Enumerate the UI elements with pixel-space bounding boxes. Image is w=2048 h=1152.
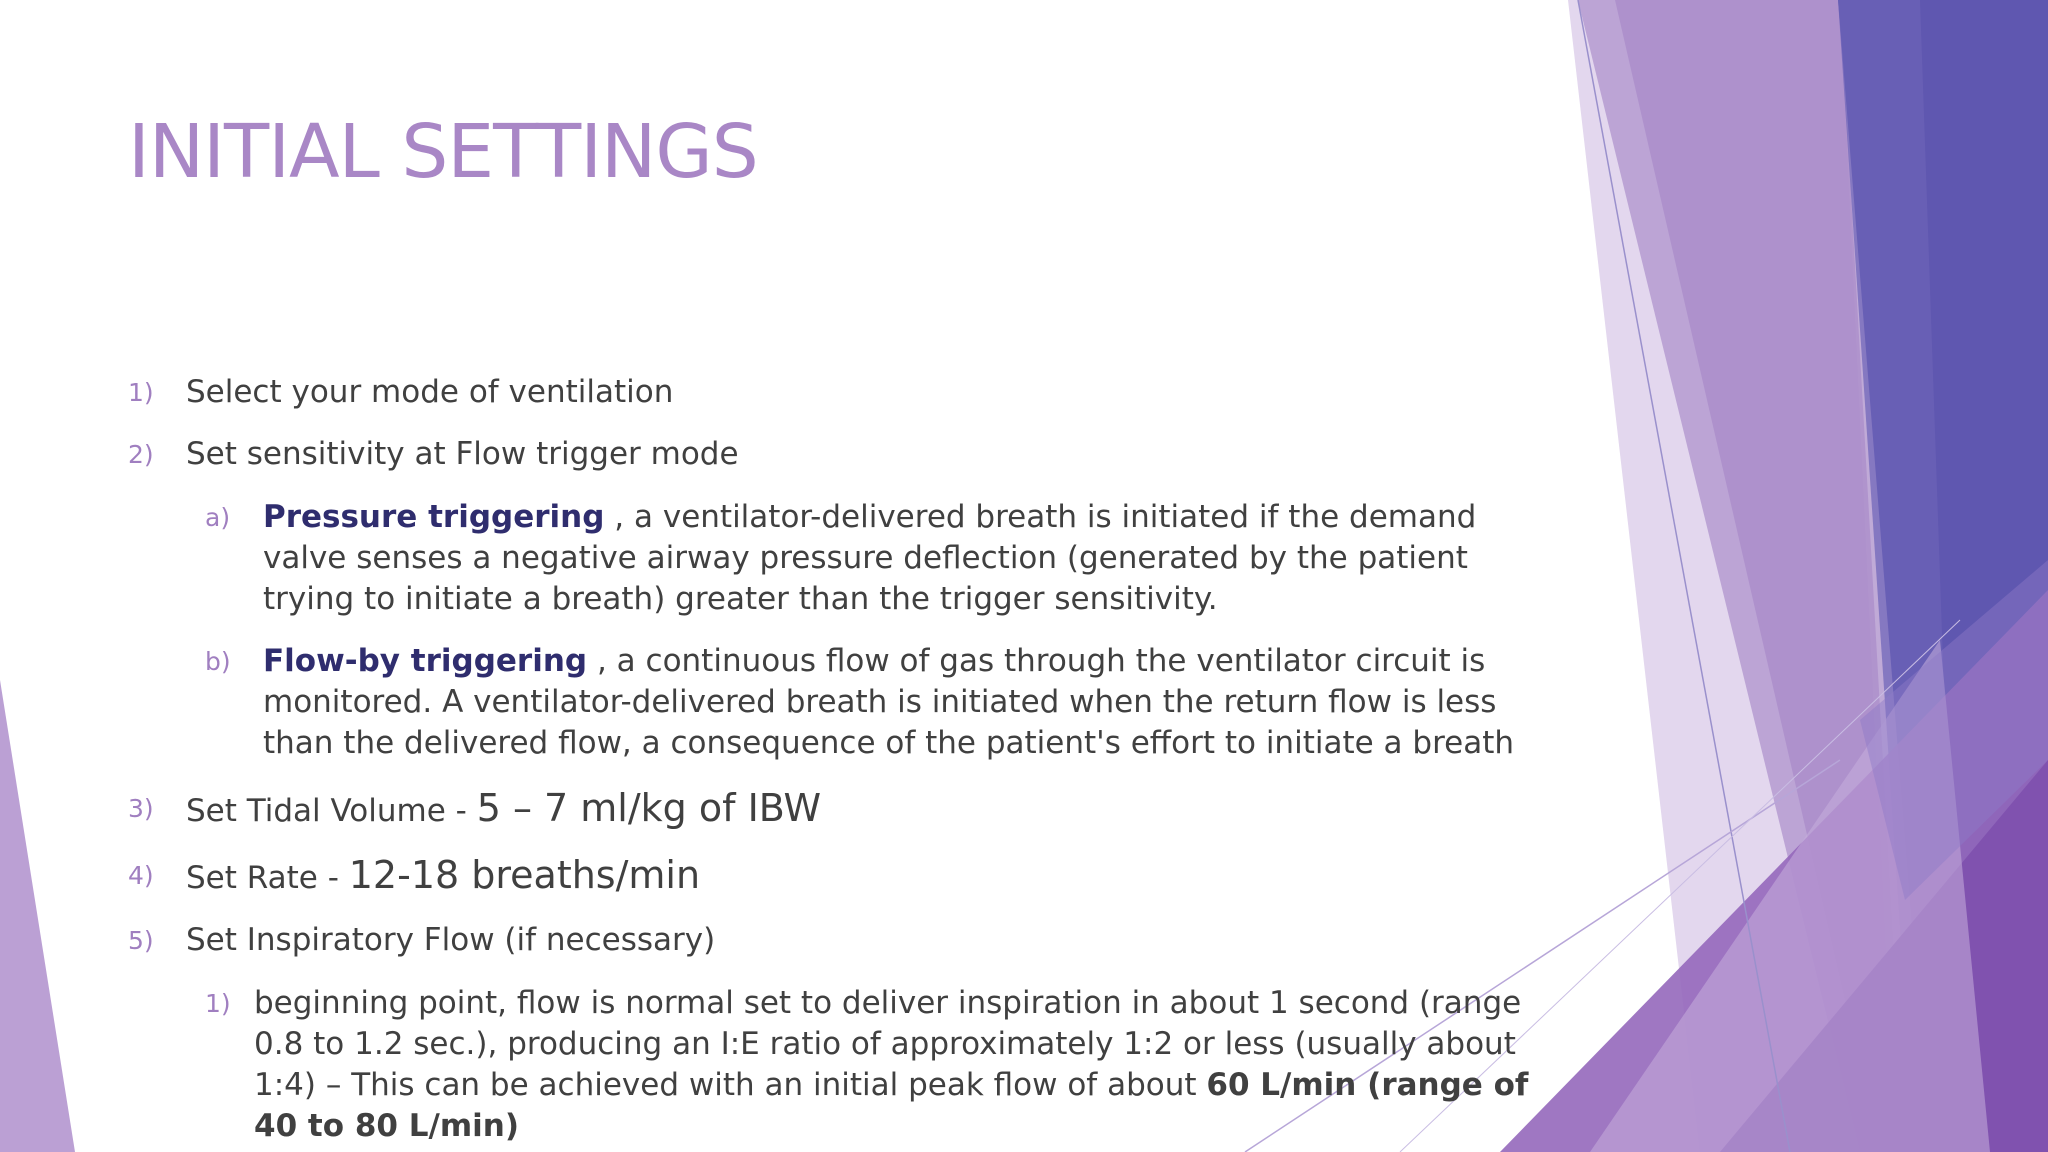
list-item-text bbox=[186, 788, 821, 832]
sub-item-first-line bbox=[263, 497, 1476, 538]
list-marker: 1) bbox=[205, 989, 231, 1018]
list-marker: 4) bbox=[128, 861, 154, 890]
tidal-volume-value: 5 – 7 ml/kg of IBW bbox=[476, 786, 822, 830]
page-title: INITIAL SETTINGS bbox=[128, 109, 758, 195]
list-marker: 2) bbox=[128, 440, 154, 469]
sub-item-line: beginning point, flow is normal set to deliver inspiration in about 1 second (range bbox=[254, 985, 1522, 1021]
sub-item-line: , a continuous flow of gas through the ventilator circuit is bbox=[587, 643, 1486, 679]
sub-item-line: 0.8 to 1.2 sec.), producing an I:E ratio of approximately 1:2 or less (usually about bbox=[254, 1026, 1516, 1062]
rate-label: Set Rate - bbox=[186, 860, 349, 896]
list-marker: a) bbox=[205, 503, 231, 532]
sub-item-line: , a ventilator-delivered breath is initiated if the demand bbox=[604, 499, 1477, 535]
sub-item-line-plain: 1:4) – This can be achieved with an initial peak flow of about bbox=[254, 1067, 1207, 1103]
list-marker: 3) bbox=[128, 794, 154, 823]
list-marker: b) bbox=[205, 647, 231, 676]
peak-flow-range: 40 to 80 L/min) bbox=[254, 1108, 520, 1144]
list-item-text: Select your mode of ventilation bbox=[186, 374, 674, 410]
term-flow-by-triggering: Flow-by triggering bbox=[263, 643, 588, 679]
list-item-text: Set sensitivity at Flow trigger mode bbox=[186, 436, 739, 472]
tidal-volume-label: Set Tidal Volume - bbox=[186, 793, 477, 829]
peak-flow-value: 60 L/min (range of bbox=[1206, 1067, 1529, 1103]
sub-item-line: trying to initiate a breath) greater than the trigger sensitivity. bbox=[263, 581, 1218, 617]
sub-item-line bbox=[254, 1065, 1528, 1106]
term-pressure-triggering: Pressure triggering bbox=[263, 499, 605, 535]
list-item-text bbox=[186, 855, 700, 899]
sub-item-line: than the delivered flow, a consequence of the patient's effort to initiate a breath bbox=[263, 725, 1515, 761]
sub-item-line: monitored. A ventilator-delivered breath is initiated when the return flow is less bbox=[263, 684, 1497, 720]
sub-item-line: valve senses a negative airway pressure deflection (generated by the patient bbox=[263, 540, 1468, 576]
list-item-text: Set Inspiratory Flow (if necessary) bbox=[186, 922, 716, 958]
left-accent-shape bbox=[0, 680, 75, 1152]
rate-value: 12-18 breaths/min bbox=[348, 853, 701, 897]
list-marker: 1) bbox=[128, 378, 154, 407]
sub-item-first-line bbox=[263, 641, 1485, 682]
list-marker: 5) bbox=[128, 926, 154, 955]
